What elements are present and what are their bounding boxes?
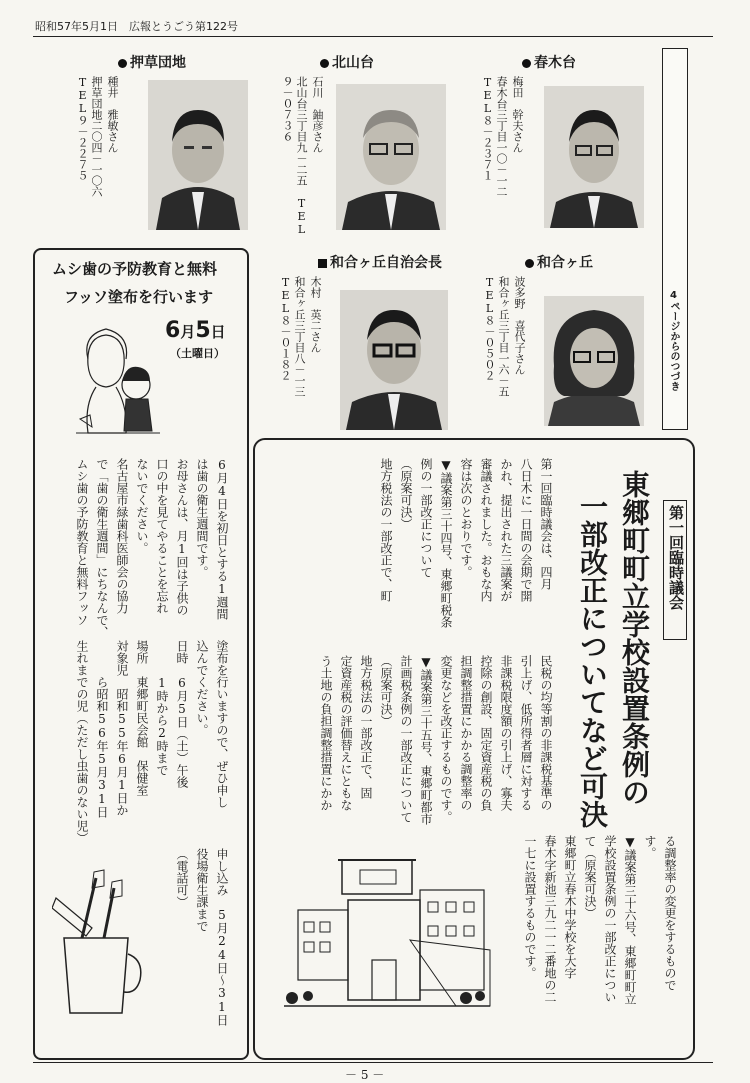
council-paragraph: 八日木に一日間の会期で開 bbox=[519, 458, 533, 602]
page-number: － 5 － bbox=[345, 1068, 385, 1082]
dental-paragraph: 名古屋市緑歯科医師会の協力 bbox=[115, 458, 129, 614]
council-paragraph: かれ、提出された三議案が bbox=[499, 458, 513, 602]
council-paragraph: ▼議案第三十四号、東郷町税条 bbox=[439, 458, 453, 628]
dental-paragraph: ら昭和56年5月31日 bbox=[95, 640, 109, 818]
dental-paragraph: 込んでください。 bbox=[195, 640, 209, 736]
school-building-illustration bbox=[280, 830, 495, 1035]
dental-paragraph: ムシ歯の予防教育と無料フッソ bbox=[75, 458, 89, 626]
council-paragraph: 第一回臨時議会は、四月 bbox=[539, 458, 553, 590]
council-paragraph: す。 bbox=[643, 835, 657, 859]
person-photo bbox=[340, 290, 448, 430]
council-article-intro bbox=[266, 458, 556, 638]
council-paragraph: 計画税条例の一部改正について bbox=[399, 655, 413, 823]
council-paragraph: 一七に設置するものです。 bbox=[523, 835, 537, 979]
person-address: 押草団地二〇四－一〇六 TEL９－２２７５ bbox=[76, 76, 103, 208]
dental-paragraph: （電話可） bbox=[175, 848, 189, 908]
council-paragraph: ▼議案第三十五号、東郷町都市 bbox=[419, 655, 433, 825]
council-paragraph: 引上げ、低所得者層に対する bbox=[519, 655, 533, 811]
dental-paragraph: 対象児 昭和55年6月1日か bbox=[115, 640, 129, 816]
dental-paragraph: ないでください。 bbox=[135, 458, 149, 554]
square-bullet-icon bbox=[318, 259, 327, 268]
person-name: 種井 雅敏さん bbox=[106, 76, 119, 153]
dental-paragraph: 役場衛生課まで bbox=[195, 848, 209, 932]
council-paragraph: （原案可決） bbox=[399, 458, 413, 530]
dental-article-apply bbox=[148, 848, 232, 1028]
council-paragraph: 学校設置条例の一部改正につい bbox=[603, 835, 617, 1003]
council-paragraph: て（原案可決） bbox=[583, 835, 597, 919]
council-paragraph: 変更などを改正するものです。 bbox=[439, 655, 453, 823]
council-paragraph: る調整率の変更をするもので bbox=[663, 835, 677, 991]
dental-paragraph: で「歯の衛生週間」にちなんで、 bbox=[95, 458, 109, 638]
person-name: 梅田 幹夫さん bbox=[511, 76, 524, 153]
area-label-kitayamadai: 北山台 bbox=[320, 52, 374, 72]
person-photo bbox=[336, 84, 446, 230]
council-paragraph: （原案可決） bbox=[379, 655, 393, 727]
area-label-wagougaoka: 和合ヶ丘 bbox=[525, 252, 593, 272]
dental-event-date: 6月5日 bbox=[165, 318, 226, 343]
bullet-icon bbox=[525, 259, 534, 268]
area-label-harukidai: 春木台 bbox=[522, 52, 576, 72]
council-paragraph: う土地の負担調整措置にかか bbox=[319, 655, 333, 811]
council-headline: 東郷町町立学校設置条例の bbox=[618, 470, 651, 806]
dental-paragraph: 塗布を行いますので、ぜひ申し bbox=[215, 640, 229, 808]
toothbrush-cup-illustration bbox=[52, 868, 142, 1018]
footer-rule bbox=[33, 1062, 713, 1063]
dental-paragraph: 6月4日を初日とする1週間 bbox=[215, 458, 229, 620]
dental-paragraph: は歯の衛生週間です。 bbox=[195, 458, 209, 578]
council-paragraph: 審議されました。おもな内 bbox=[479, 458, 493, 602]
dental-paragraph: 生れまでの児（ただし虫歯のない児） bbox=[75, 640, 89, 844]
council-paragraph: ▼議案第三十六号、東郷町町立 bbox=[623, 835, 637, 1005]
dental-paragraph: 日時 6月5日（土）午後 bbox=[175, 640, 189, 788]
council-article-lower bbox=[505, 835, 680, 1045]
mother-child-illustration bbox=[66, 315, 166, 445]
dental-event-weekday: （土曜日） bbox=[170, 347, 225, 360]
council-paragraph: 東郷町立春木中学校を大字 bbox=[563, 835, 577, 979]
bullet-icon bbox=[522, 59, 531, 68]
council-headline-line2: 一部改正についてなど可決 bbox=[576, 492, 609, 828]
person-photo bbox=[148, 80, 248, 230]
dental-paragraph: お母さんは、月1回は子供の bbox=[175, 458, 189, 616]
dental-paragraph: 申し込み 5月24日～31日 bbox=[215, 848, 229, 1026]
area-label-oshikusa: 押草団地 bbox=[118, 52, 186, 72]
council-paragraph: 地方税法の一部改正で、固 bbox=[359, 655, 373, 799]
council-paragraph: 定資産税の評価替えにともな bbox=[339, 655, 353, 811]
person-photo bbox=[544, 86, 644, 228]
person-address: 和合ヶ丘三丁目一六－五 TEL８－０５０２ bbox=[483, 276, 510, 408]
council-article-middle bbox=[266, 655, 556, 825]
dental-article-title-line2: フッソ塗布を行います bbox=[64, 288, 213, 306]
continued-label: 4ページからのつづき bbox=[668, 290, 679, 391]
dental-paragraph: 場所 東郷町民会館 保健室 bbox=[135, 640, 149, 796]
council-paragraph: 担調整措置にかかる調整率の bbox=[459, 655, 473, 811]
person-name: 波多野 喜代子さん bbox=[513, 276, 526, 375]
council-paragraph: 容は次のとおりです。 bbox=[459, 458, 473, 578]
dental-paragraph: 口の中を見てやることを忘れ bbox=[155, 458, 169, 614]
bullet-icon bbox=[320, 59, 329, 68]
person-name: 石川 鈾彦さん bbox=[311, 76, 324, 153]
person-photo bbox=[544, 296, 644, 426]
person-address: 北山台三丁目九－二五 TEL９－０７３６ bbox=[281, 76, 308, 236]
council-label: 第一回臨時議会 bbox=[667, 505, 685, 610]
council-paragraph: 地方税法の一部改正で、町 bbox=[379, 458, 393, 602]
dental-article-details bbox=[48, 640, 232, 870]
council-paragraph: 民税の均等割の非課税基準の bbox=[539, 655, 553, 811]
bullet-icon bbox=[118, 59, 127, 68]
dental-article-title: ムシ歯の予防教育と無料 bbox=[52, 260, 218, 278]
person-address: 和合ヶ丘三丁目八－一三 TEL８－０１８２ bbox=[279, 276, 306, 408]
council-paragraph: 非課税限度額の引上げ、寡夫 bbox=[499, 655, 513, 811]
area-label-wagougaoka-jichikai: 和合ヶ丘自治会長 bbox=[318, 252, 442, 272]
person-address: 春木台三丁目一〇－一二 TEL８－２３７１ bbox=[481, 76, 508, 208]
council-paragraph: 例の一部改正について bbox=[419, 458, 433, 578]
council-paragraph: 春木字新池三九二一二番地の二 bbox=[543, 835, 557, 1003]
header-rule bbox=[33, 36, 713, 37]
dental-paragraph: 1時から2時まで bbox=[155, 640, 169, 776]
council-paragraph: 控除の創設、固定資産税の負 bbox=[479, 655, 493, 811]
page-header: 昭和57年5月1日 広報とうごう第122号 bbox=[35, 20, 238, 33]
person-name: 木村 英二さん bbox=[309, 276, 322, 353]
